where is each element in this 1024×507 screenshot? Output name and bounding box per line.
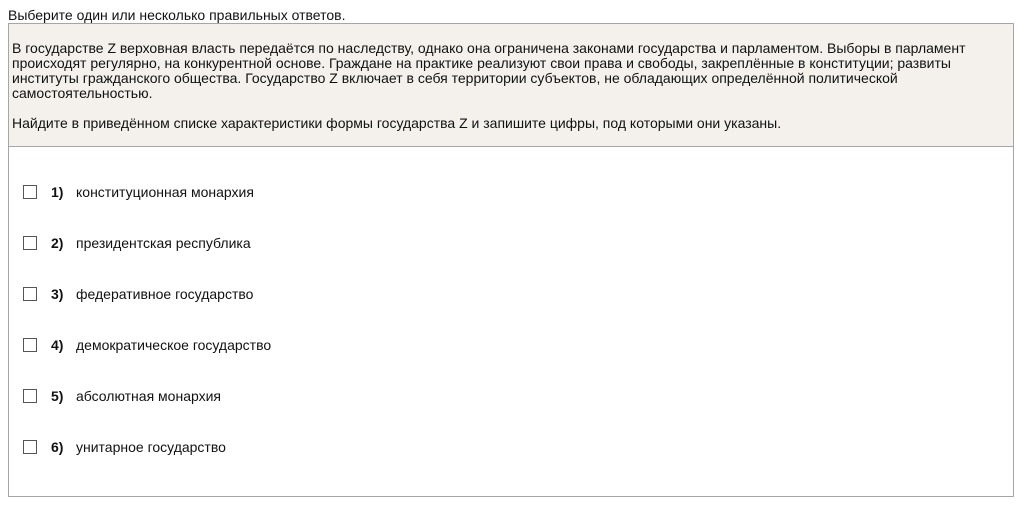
checkbox[interactable] — [23, 287, 37, 301]
option-label: конституционная монархия — [76, 184, 254, 200]
answer-option-5[interactable] — [23, 386, 221, 406]
option-label: унитарное государство — [76, 439, 226, 455]
answer-option-3[interactable] — [23, 284, 253, 304]
prompt-task: Найдите в приведённом списке характеристики формы государства Z и запишите цифры, под которыми они указаны. — [12, 115, 782, 131]
option-label: абсолютная монархия — [76, 388, 222, 404]
checkbox[interactable] — [23, 185, 37, 199]
answer-option-2[interactable] — [23, 233, 251, 253]
checkbox[interactable] — [23, 236, 37, 250]
answer-option-4[interactable] — [23, 335, 271, 355]
option-number: 1) — [51, 184, 64, 200]
instruction-text: Выберите один или несколько правильных ответов. — [8, 7, 346, 23]
option-number: 4) — [51, 337, 64, 353]
question-box — [8, 23, 1014, 497]
option-number: 5) — [51, 388, 64, 404]
answer-option-1[interactable] — [23, 182, 254, 202]
checkbox[interactable] — [23, 440, 37, 454]
option-number: 6) — [51, 439, 64, 455]
option-label: демократическое государство — [76, 337, 272, 353]
answer-option-6[interactable] — [23, 437, 226, 457]
option-number: 3) — [51, 286, 64, 302]
checkbox[interactable] — [23, 338, 37, 352]
option-number: 2) — [51, 235, 64, 251]
option-label: президентская республика — [76, 235, 251, 251]
checkbox[interactable] — [23, 389, 37, 403]
option-label: федеративное государство — [76, 286, 254, 302]
prompt-text: В государстве Z верховная власть передаётся по наследству, однако она ограничена законами государства и парламентом. Выборы в парламент происходят регулярно, на конкурентной основе. Граждане на практике реализуют свои права и свободы, закреплённые в конституции; развиты институты гражданского общества. Государство Z включает в себя территории субъектов, не обладающих определённой политической самостоятельностью. — [12, 40, 966, 101]
question-prompt — [9, 24, 1013, 147]
